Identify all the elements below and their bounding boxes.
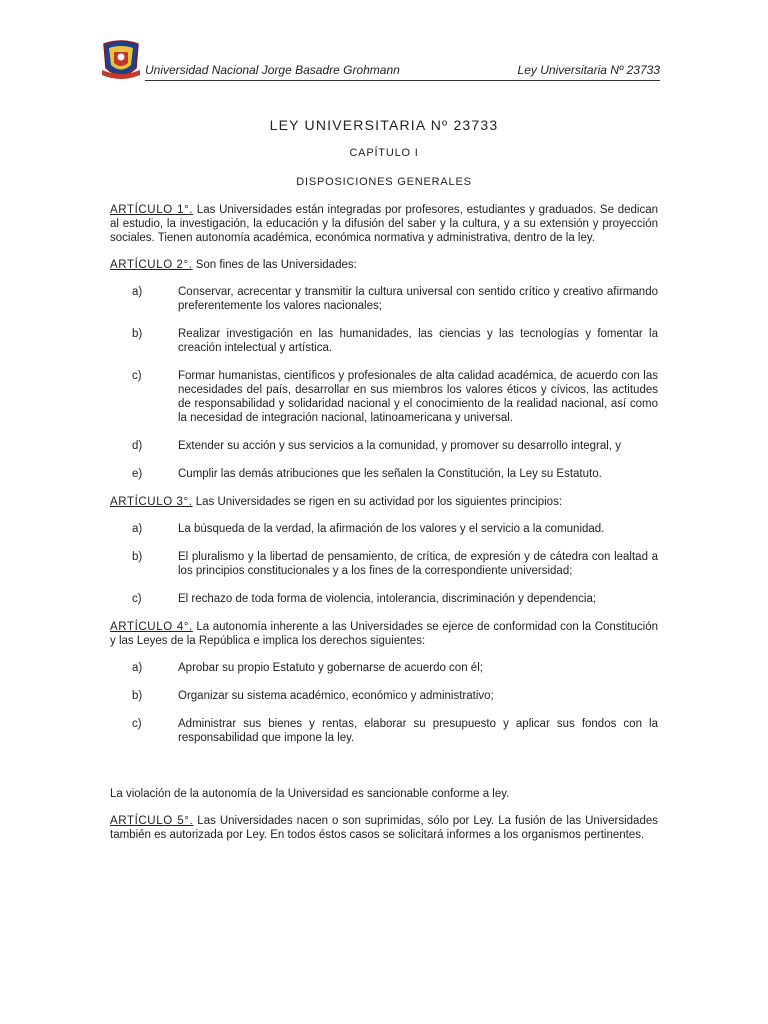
list-item-text: La búsqueda de la verdad, la afirmación de los valores y el servicio a la comunidad. xyxy=(178,523,605,535)
list-item-letter: a) xyxy=(132,523,143,535)
article-2-text: Son fines de las Universidades: xyxy=(192,259,357,271)
list-item-letter: c) xyxy=(132,718,142,730)
section-heading: DISPOSICIONES GENERALES xyxy=(296,176,472,188)
list-item-letter: e) xyxy=(132,468,143,480)
article-5 xyxy=(110,814,658,842)
list-item-text: Cumplir las demás atribuciones que les señalen la Constitución, la Ley su Estatuto. xyxy=(178,468,602,480)
document-title: LEY UNIVERSITARIA Nº 23733 xyxy=(269,117,499,133)
list-item xyxy=(110,467,658,481)
university-crest-logo xyxy=(100,38,142,82)
article-3 xyxy=(110,495,658,509)
article-4 xyxy=(110,620,658,648)
list-item-text: Extender su acción y sus servicios a la comunidad, y promover su desarrollo integral, y xyxy=(178,440,621,452)
article-1-label: ARTÍCULO 1°. xyxy=(110,204,194,216)
spacer xyxy=(110,759,658,787)
article-5-text: Las Universidades nacen o son suprimidas, sólo por Ley. La fusión de las Universidades también es autorizada por Ley. En todos éstos casos se solicitará informes a los organismos pertinentes. xyxy=(110,815,658,841)
list-item xyxy=(110,717,658,745)
list-item-text: Formar humanistas, científicos y profesionales de alta calidad académica, de acuerdo con las necesidades del país, desarrollar en sus miembros los valores éticos y cívicos, las actitudes de responsabilidad y solidaridad nacional y el conocimiento de la realidad nacional, así como la necesidad de integración nacional, latinoamericana y universal. xyxy=(178,370,658,424)
article-1 xyxy=(110,203,658,245)
article-1-text: Las Universidades están integradas por profesores, estudiantes y graduados. Se dedican al estudio, la investigación, la educación y la difusión del saber y la cultura, y a su extensión y proyección sociales. Tienen autonomía académica, económica normativa y administrativa, dentro de la ley. xyxy=(110,204,658,244)
article-3-label: ARTÍCULO 3°. xyxy=(110,496,193,508)
list-item xyxy=(110,661,658,675)
list-item xyxy=(110,327,658,355)
article-3-list xyxy=(110,522,658,606)
list-item xyxy=(110,592,658,606)
page-header xyxy=(100,38,660,84)
list-item-letter: d) xyxy=(132,440,143,452)
article-2-list xyxy=(110,285,658,481)
list-item-text: El rechazo de toda forma de violencia, intolerancia, discriminación y dependencia; xyxy=(178,593,597,605)
list-item xyxy=(110,522,658,536)
list-item-letter: a) xyxy=(132,286,143,298)
list-item-text: Realizar investigación en las humanidades, las ciencias y las tecnologías y fomentar la creación intelectual y artística. xyxy=(178,328,658,354)
list-item-letter: a) xyxy=(132,662,143,674)
list-item-letter: b) xyxy=(132,690,143,702)
list-item-text: El pluralismo y la libertad de pensamiento, de crítica, de expresión y de cátedra con lealtad a los principios constitucionales y a los fines de la correspondiente universidad; xyxy=(178,551,658,577)
list-item-letter: b) xyxy=(132,551,143,563)
list-item-text: Conservar, acrecentar y transmitir la cultura universal con sentido crítico y creativo afirmando preferentemente los valores nacionales; xyxy=(178,286,658,312)
article-3-text: Las Universidades se rigen en su actividad por los siguientes principios: xyxy=(192,496,563,508)
list-item-letter: c) xyxy=(132,370,142,382)
list-item xyxy=(110,689,658,703)
article-2 xyxy=(110,258,658,272)
list-item-letter: b) xyxy=(132,328,143,340)
list-item xyxy=(110,550,658,578)
chapter-heading: CAPÍTULO I xyxy=(349,147,419,159)
list-item-text: Administrar sus bienes y rentas, elaborar su presupuesto y aplicar sus fondos con la responsabilidad que impone la ley. xyxy=(178,718,658,744)
list-item-letter: c) xyxy=(132,593,142,605)
autonomy-violation-note: La violación de la autonomía de la Universidad es sancionable conforme a ley. xyxy=(110,788,510,800)
list-item-text: Aprobar su propio Estatuto y gobernarse de acuerdo con él; xyxy=(178,662,483,674)
header-university-name: Universidad Nacional Jorge Basadre Grohmann xyxy=(145,63,400,77)
article-4-list xyxy=(110,661,658,745)
document-body xyxy=(110,118,658,855)
list-item xyxy=(110,285,658,313)
article-5-label: ARTÍCULO 5°. xyxy=(110,815,194,827)
list-item-text: Organizar su sistema académico, económico y administrativo; xyxy=(178,690,494,702)
list-item xyxy=(110,369,658,425)
list-item xyxy=(110,439,658,453)
header-law-reference: Ley Universitaria Nº 23733 xyxy=(517,63,660,77)
article-4-text: La autonomía inherente a las Universidades se ejerce de conformidad con la Constitución y las Leyes de la República e implica los derechos siguientes: xyxy=(110,621,658,647)
header-divider xyxy=(145,80,660,81)
article-4-label: ARTÍCULO 4°. xyxy=(110,621,193,633)
article-2-label: ARTÍCULO 2°. xyxy=(110,259,193,271)
